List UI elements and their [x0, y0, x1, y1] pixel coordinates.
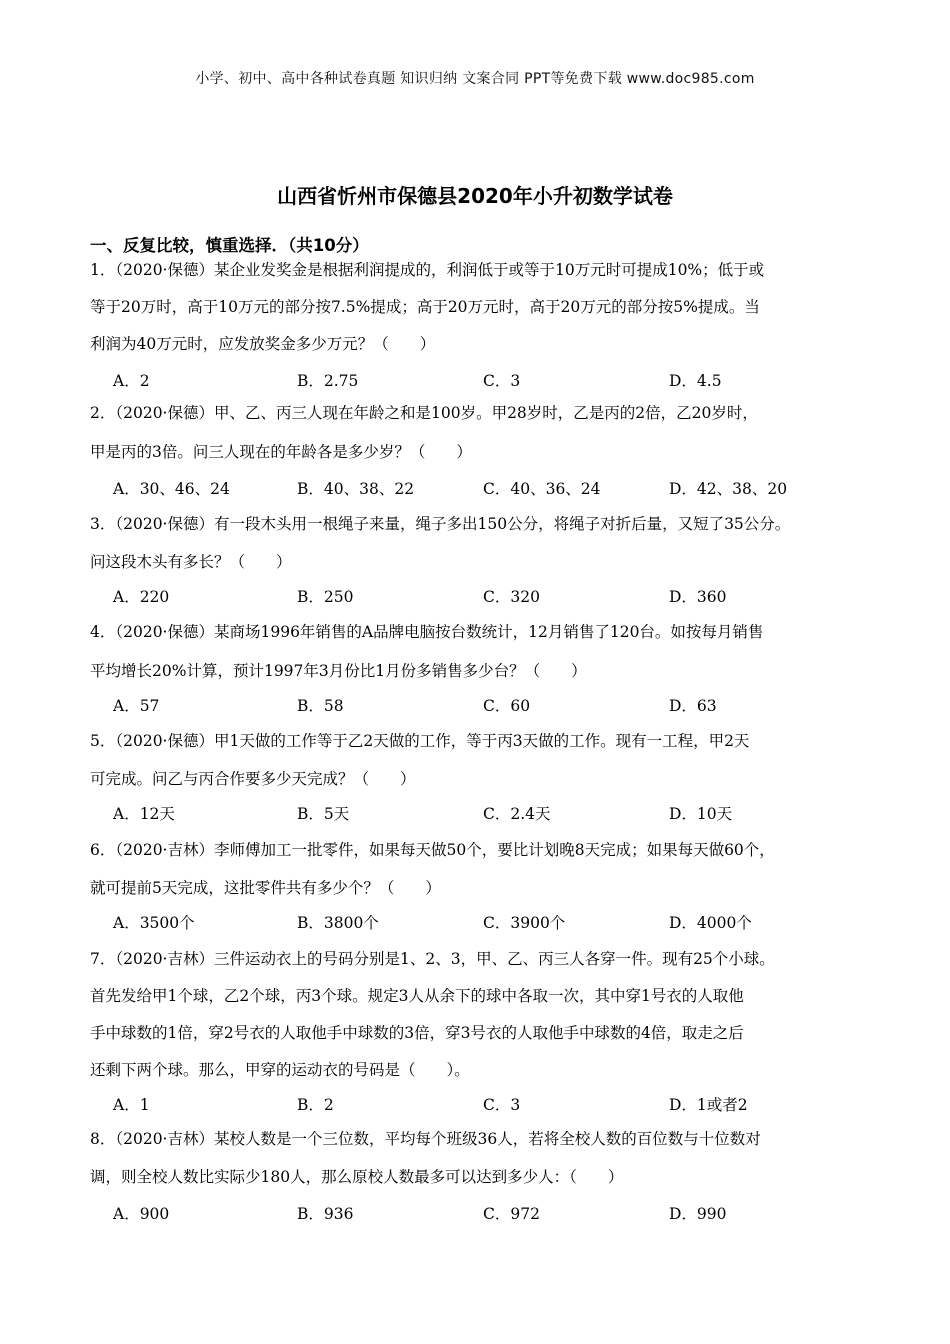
question-3-option-A[interactable]: A．220 — [113, 588, 170, 606]
question-7-line: 手中球数的1倍，穿2号衣的人取他手中球数的3倍，穿3号衣的人取他手中球数的4倍，取走之后 — [90, 1024, 744, 1042]
question-2-option-C[interactable]: C．40、36、24 — [483, 480, 601, 498]
question-8-option-D[interactable]: D．990 — [669, 1205, 727, 1223]
exam-title: 山西省忻州市保德县2020年小升初数学试卷 — [277, 184, 673, 208]
question-3-line: 问这段木头有多长？（ ） — [90, 553, 292, 571]
question-2-option-A[interactable]: A．30、46、24 — [113, 480, 230, 498]
question-4-option-C[interactable]: C．60 — [483, 697, 531, 715]
section-heading: 一、反复比较，慎重选择．（共10分） — [90, 236, 369, 255]
question-5-option-B[interactable]: B．5天 — [297, 805, 350, 823]
question-4-option-A[interactable]: A．57 — [113, 697, 160, 715]
question-4-line: 4．（2020·保德）某商场1996年销售的A品牌电脑按台数统计，12月销售了120台。如按每月销售 — [90, 623, 764, 641]
question-5-option-A[interactable]: A．12天 — [113, 805, 175, 823]
question-7-line: 首先发给甲1个球，乙2个球，丙3个球。规定3人从余下的球中各取一次，其中穿1号衣的人取他 — [90, 987, 744, 1005]
question-1-line: 利润为40万元时，应发放奖金多少万元？（ ） — [90, 335, 436, 353]
question-6-line: 就可提前5天完成，这批零件共有多少个？（ ） — [90, 879, 441, 897]
question-5-line: 可完成。问乙与丙合作要多少天完成？（ ） — [90, 770, 416, 788]
question-7-option-B[interactable]: B．2 — [297, 1096, 334, 1114]
question-3-option-C[interactable]: C．320 — [483, 588, 540, 606]
question-8-option-A[interactable]: A．900 — [113, 1205, 170, 1223]
question-2-option-B[interactable]: B．40、38、22 — [297, 480, 415, 498]
question-4-line: 平均增长20%计算，预计1997年3月份比1月份多销售多少台？（ ） — [90, 662, 587, 680]
question-3-option-D[interactable]: D．360 — [669, 588, 727, 606]
question-1-option-A[interactable]: A．2 — [113, 372, 150, 390]
question-1-option-D[interactable]: D．4.5 — [669, 372, 722, 390]
question-7-line: 7．（2020·吉林）三件运动衣上的号码分别是1、2、3，甲、乙、丙三人各穿一件。现有25个小球。 — [90, 950, 775, 968]
question-1-option-C[interactable]: C．3 — [483, 372, 521, 390]
question-1-line: 1．（2020·保德）某企业发奖金是根据利润提成的，利润低于或等于10万元时可提成10%；低于或 — [90, 261, 765, 279]
question-1-option-B[interactable]: B．2.75 — [297, 372, 359, 390]
question-7-option-D[interactable]: D．1或者2 — [669, 1096, 748, 1114]
question-7-option-C[interactable]: C．3 — [483, 1096, 521, 1114]
question-4-option-B[interactable]: B．58 — [297, 697, 344, 715]
question-4-option-D[interactable]: D．63 — [669, 697, 717, 715]
question-3-line: 3．（2020·保德）有一段木头用一根绳子来量，绳子多出150公分，将绳子对折后量，又短了35公分。 — [90, 515, 791, 533]
question-5-option-C[interactable]: C．2.4天 — [483, 805, 551, 823]
question-2-line: 甲是丙的3倍。问三人现在的年龄各是多少岁？（ ） — [90, 443, 472, 461]
question-8-line: 8．（2020·吉林）某校人数是一个三位数，平均每个班级36人，若将全校人数的百位数与十位数对 — [90, 1130, 761, 1148]
question-1-line: 等于20万时，高于10万元的部分按7.5%提成；高于20万元时，高于20万元的部分按5%提成。当 — [90, 298, 760, 316]
question-8-option-C[interactable]: C．972 — [483, 1205, 540, 1223]
question-3-option-B[interactable]: B．250 — [297, 588, 354, 606]
question-6-line: 6．（2020·吉林）李师傅加工一批零件，如果每天做50个，要比计划晚8天完成；如果每天做60个， — [90, 841, 775, 859]
question-6-option-A[interactable]: A．3500个 — [113, 914, 195, 932]
question-6-option-C[interactable]: C．3900个 — [483, 914, 566, 932]
question-6-option-D[interactable]: D．4000个 — [669, 914, 752, 932]
question-7-option-A[interactable]: A．1 — [113, 1096, 150, 1114]
question-6-option-B[interactable]: B．3800个 — [297, 914, 379, 932]
question-8-line: 调，则全校人数比实际少180人，那么原校人数最多可以达到多少人：（ ） — [90, 1168, 624, 1186]
question-8-option-B[interactable]: B．936 — [297, 1205, 354, 1223]
question-5-line: 5．（2020·保德）甲1天做的工作等于乙2天做的工作，等于丙3天做的工作。现有一工程，甲2天 — [90, 732, 750, 750]
question-7-line: 还剩下两个球。那么，甲穿的运动衣的号码是（ ）。 — [90, 1061, 470, 1079]
page-header: 小学、初中、高中各种试卷真题 知识归纳 文案合同 PPT等免费下载 www.doc985.com — [195, 71, 755, 87]
question-2-line: 2．（2020·保德）甲、乙、丙三人现在年龄之和是100岁。甲28岁时，乙是丙的2倍，乙20岁时， — [90, 404, 758, 422]
question-2-option-D[interactable]: D．42、38、20 — [669, 480, 788, 498]
question-5-option-D[interactable]: D．10天 — [669, 805, 733, 823]
